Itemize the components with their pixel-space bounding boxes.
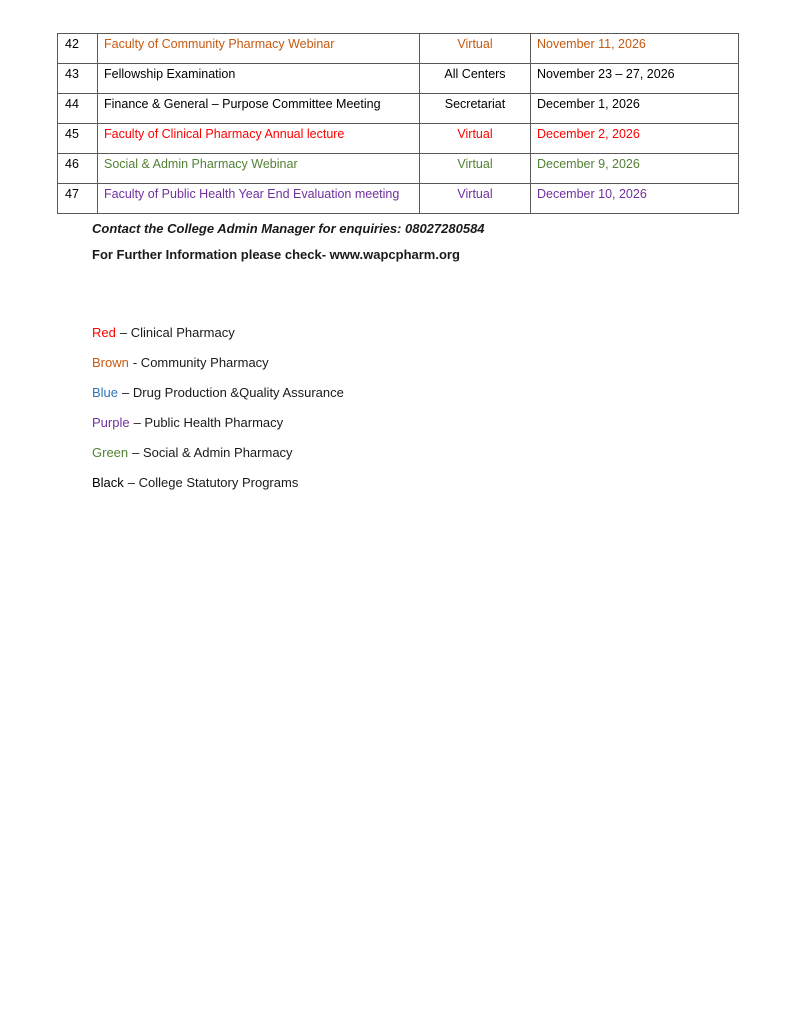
contact-note: Contact the College Admin Manager for enquiries: 08027280584 [92, 221, 485, 236]
table-row [58, 184, 739, 214]
table-row [58, 94, 739, 124]
table-row [58, 64, 739, 94]
cell-event: Faculty of Community Pharmacy Webinar [98, 34, 420, 64]
table-row [58, 124, 739, 154]
legend-label: – Clinical Pharmacy [119, 325, 235, 340]
cell-date: December 9, 2026 [531, 154, 739, 184]
legend-label: - Community Pharmacy [132, 355, 269, 370]
cell-number: 43 [58, 64, 98, 94]
legend-color-word: Black [92, 475, 124, 490]
legend-color-word: Red [92, 325, 116, 340]
cell-number: 47 [58, 184, 98, 214]
cell-date: December 1, 2026 [531, 94, 739, 124]
legend-color-word: Green [92, 445, 129, 460]
legend-label: – Public Health Pharmacy [133, 415, 284, 430]
cell-venue: All Centers [420, 64, 531, 94]
cell-event: Social & Admin Pharmacy Webinar [98, 154, 420, 184]
cell-date: November 23 – 27, 2026 [531, 64, 739, 94]
legend-item-green [92, 446, 344, 460]
cell-venue: Virtual [420, 124, 531, 154]
cell-date: November 11, 2026 [531, 34, 739, 64]
legend-color-word: Purple [92, 415, 130, 430]
legend-color-word: Blue [92, 385, 119, 400]
legend-label: – Social & Admin Pharmacy [132, 445, 293, 460]
cell-event: Faculty of Clinical Pharmacy Annual lecture [98, 124, 420, 154]
cell-number: 46 [58, 154, 98, 184]
cell-date: December 10, 2026 [531, 184, 739, 214]
cell-venue: Secretariat [420, 94, 531, 124]
color-legend [92, 326, 344, 506]
cell-event: Finance & General – Purpose Committee Meeting [98, 94, 420, 124]
cell-date: December 2, 2026 [531, 124, 739, 154]
event-schedule-table [57, 33, 739, 214]
legend-label: – College Statutory Programs [127, 475, 299, 490]
legend-color-word: Brown [92, 355, 129, 370]
cell-event: Fellowship Examination [98, 64, 420, 94]
legend-label: – Drug Production &Quality Assurance [122, 385, 344, 400]
cell-event: Faculty of Public Health Year End Evaluation meeting [98, 184, 420, 214]
cell-number: 42 [58, 34, 98, 64]
legend-item-purple [92, 416, 344, 430]
cell-number: 45 [58, 124, 98, 154]
legend-item-brown [92, 356, 344, 370]
cell-venue: Virtual [420, 184, 531, 214]
cell-number: 44 [58, 94, 98, 124]
table-row [58, 154, 739, 184]
cell-venue: Virtual [420, 154, 531, 184]
cell-venue: Virtual [420, 34, 531, 64]
legend-item-black [92, 476, 344, 490]
legend-item-red [92, 326, 344, 340]
info-note: For Further Information please check- www.wapcpharm.org [92, 247, 460, 262]
table-row [58, 34, 739, 64]
legend-item-blue [92, 386, 344, 400]
